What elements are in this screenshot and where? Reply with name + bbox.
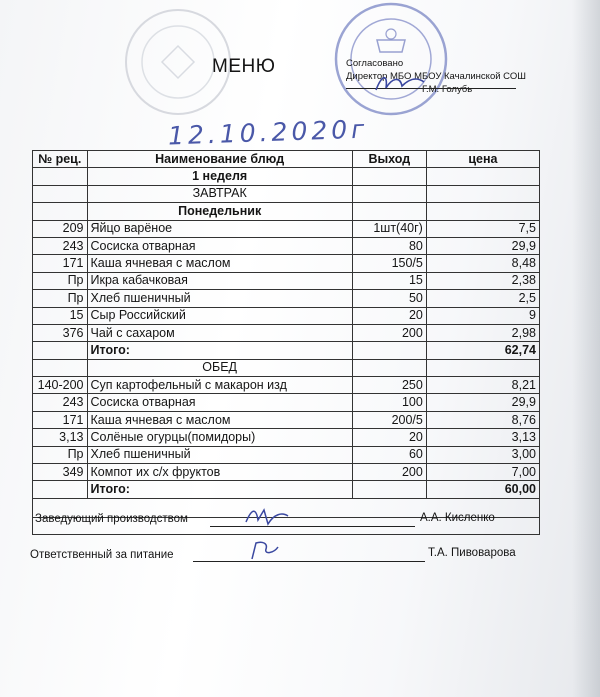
lunch-title: ОБЕД <box>87 359 352 376</box>
dish-name: Каша ячневая с маслом <box>87 411 352 428</box>
lunch-total-value: 60,00 <box>426 481 539 498</box>
day-row <box>33 203 540 220</box>
dish-output: 250 <box>352 377 426 394</box>
table-row <box>33 255 540 272</box>
recipe-number: 171 <box>33 411 88 428</box>
page-shadow <box>572 0 600 697</box>
lunch-total-label: Итого: <box>87 481 352 498</box>
dish-price: 3,13 <box>426 429 539 446</box>
manager-signature <box>242 504 292 530</box>
dish-name: Солёные огурцы(помидоры) <box>87 429 352 446</box>
dish-price: 2,5 <box>426 290 539 307</box>
recipe-number: 15 <box>33 307 88 324</box>
recipe-number: 209 <box>33 220 88 237</box>
dish-output: 150/5 <box>352 255 426 272</box>
dish-price: 8,21 <box>426 377 539 394</box>
dish-name: Хлеб пшеничный <box>87 446 352 463</box>
recipe-number: Пр <box>33 290 88 307</box>
dish-name: Сосиска отварная <box>87 237 352 254</box>
recipe-number: Пр <box>33 272 88 289</box>
responsible-signature <box>246 537 286 565</box>
dish-price: 8,76 <box>426 411 539 428</box>
approval-director-name: Г.М. Голубь <box>422 84 473 95</box>
breakfast-title: ЗАВТРАК <box>87 185 352 202</box>
director-signature <box>372 70 432 98</box>
breakfast-title-row <box>33 185 540 202</box>
dish-price: 29,9 <box>426 394 539 411</box>
header-output: Выход <box>352 151 426 168</box>
dish-price: 2,98 <box>426 324 539 341</box>
dish-price: 7,00 <box>426 464 539 481</box>
manager-signature-line <box>210 526 415 527</box>
dish-output: 1шт(40г) <box>352 220 426 237</box>
day-label: Понедельник <box>87 203 352 220</box>
table-header-row <box>33 151 540 168</box>
recipe-number: 140-200 <box>33 377 88 394</box>
recipe-number: 376 <box>33 324 88 341</box>
table-row <box>33 394 540 411</box>
dish-price: 9 <box>426 307 539 324</box>
dish-name: Хлеб пшеничный <box>87 290 352 307</box>
table-row <box>33 411 540 428</box>
dish-output: 50 <box>352 290 426 307</box>
table-row <box>33 464 540 481</box>
dish-output: 200 <box>352 464 426 481</box>
table-row <box>33 429 540 446</box>
approval-label: Согласовано <box>346 58 404 69</box>
lunch-title-row <box>33 359 540 376</box>
breakfast-total-value: 62,74 <box>426 342 539 359</box>
document-title: МЕНЮ <box>212 56 276 77</box>
dish-output: 200/5 <box>352 411 426 428</box>
dish-price: 29,9 <box>426 237 539 254</box>
header-price: цена <box>426 151 539 168</box>
dish-price: 8,48 <box>426 255 539 272</box>
lunch-total-row <box>33 481 540 498</box>
recipe-number: 243 <box>33 237 88 254</box>
handwritten-date: 12.10.2020г <box>167 114 369 151</box>
table-row <box>33 290 540 307</box>
week-row <box>33 168 540 185</box>
recipe-number: 243 <box>33 394 88 411</box>
breakfast-total-row <box>33 342 540 359</box>
dish-name: Сыр Российский <box>87 307 352 324</box>
manager-name: А.А. Кисленко <box>420 512 495 524</box>
dish-name: Каша ячневая с маслом <box>87 255 352 272</box>
dish-output: 200 <box>352 324 426 341</box>
dish-price: 2,38 <box>426 272 539 289</box>
table-row <box>33 446 540 463</box>
dish-name: Икра кабачковая <box>87 272 352 289</box>
dish-name: Суп картофельный с макарон изд <box>87 377 352 394</box>
table-row <box>33 220 540 237</box>
table-row <box>33 272 540 289</box>
table-row <box>33 324 540 341</box>
dish-name: Компот их с/х фруктов <box>87 464 352 481</box>
manager-label: Заведующий производством <box>35 513 188 525</box>
menu-table <box>32 150 540 535</box>
dish-output: 80 <box>352 237 426 254</box>
dish-price: 7,5 <box>426 220 539 237</box>
dish-name: Яйцо варёное <box>87 220 352 237</box>
dish-output: 20 <box>352 429 426 446</box>
table-row <box>33 307 540 324</box>
dish-output: 15 <box>352 272 426 289</box>
recipe-number: 349 <box>33 464 88 481</box>
table-row <box>33 377 540 394</box>
responsible-label: Ответственный за питание <box>30 549 174 561</box>
dish-name: Сосиска отварная <box>87 394 352 411</box>
dish-output: 100 <box>352 394 426 411</box>
responsible-name: Т.А. Пивоварова <box>428 547 516 559</box>
dish-name: Чай с сахаром <box>87 324 352 341</box>
table-row <box>33 237 540 254</box>
dish-price: 3,00 <box>426 446 539 463</box>
header-recipe-number: № рец. <box>33 151 88 168</box>
dish-output: 60 <box>352 446 426 463</box>
breakfast-total-label: Итого: <box>87 342 352 359</box>
header-dish-name: Наименование блюд <box>87 151 352 168</box>
dish-output: 20 <box>352 307 426 324</box>
responsible-signature-line <box>193 561 425 562</box>
recipe-number: Пр <box>33 446 88 463</box>
recipe-number: 171 <box>33 255 88 272</box>
approval-position: Директор МБО МБОУ Качалинской СОШ <box>346 71 526 82</box>
week-label: 1 неделя <box>87 168 352 185</box>
recipe-number: 3,13 <box>33 429 88 446</box>
